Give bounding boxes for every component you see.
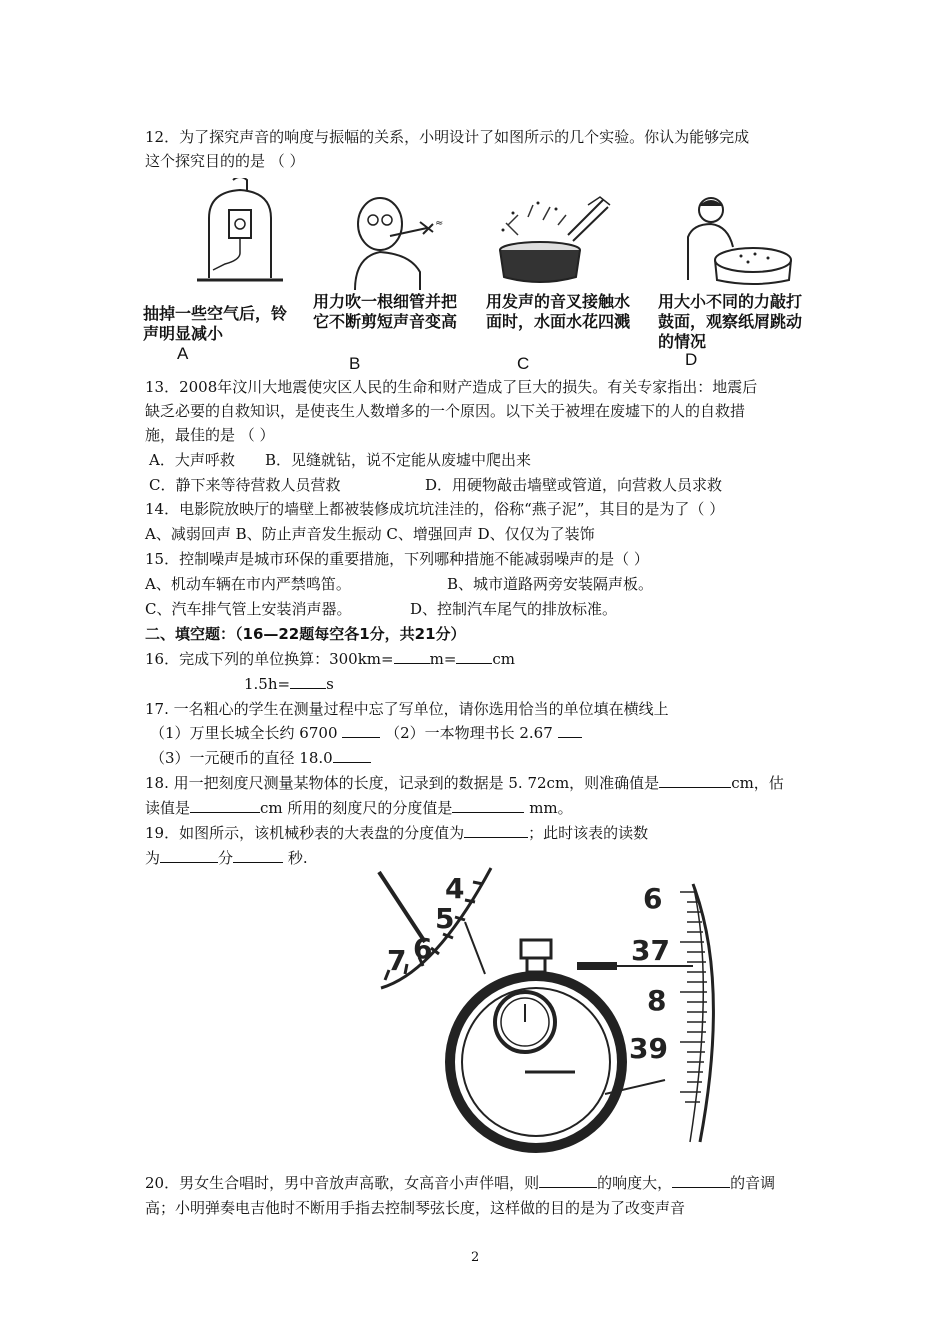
q17-blank-2[interactable] xyxy=(558,723,582,738)
q16-blank-cm[interactable] xyxy=(456,649,492,664)
stopwatch-figure xyxy=(375,862,735,1162)
q15-option-a: A、机动车辆在市内严禁鸣笛。 xyxy=(145,575,351,593)
q13-option-b: B．见缝就钻，说不定能从废墟中爬出来 xyxy=(265,451,532,469)
q14-line2: A、减弱回声 B、防止声音发生振动 C、增强回声 D、仅仅为了装饰 xyxy=(145,525,595,543)
big-dial-6: 6 xyxy=(643,882,663,915)
q17-line3: （3）一元硬币的直径 18.0 xyxy=(150,747,371,769)
option-d-letter: D xyxy=(685,350,698,369)
q16-line2: 1.5h= s xyxy=(244,675,334,693)
q18-blank-division[interactable] xyxy=(452,798,524,813)
big-dial-39: 39 xyxy=(629,1032,668,1065)
small-dial-5: 5 xyxy=(435,902,455,935)
q17-line1: 17. 一名粗心的学生在测量过程中忘了写单位，请你选用恰当的单位填在横线上 xyxy=(145,700,669,718)
q19-blank-division[interactable] xyxy=(464,823,528,838)
small-dial-7: 7 xyxy=(387,944,407,977)
q13-line1: 13．2008年汶川大地震使灾区人民的生命和财产造成了巨大的损失。有关专家指出：地震后 xyxy=(145,378,758,396)
tuning-fork-water-illustration xyxy=(488,195,618,285)
page-number: 2 xyxy=(471,1250,480,1265)
q15-option-b: B、城市道路两旁安装隔声板。 xyxy=(447,575,654,593)
section-2-heading: 二、填空题：（16—22题每空各1分，共21分） xyxy=(145,625,466,643)
q15-option-d: D、控制汽车尾气的排放标准。 xyxy=(410,600,618,618)
q13-option-d: D．用硬物敲击墙壁或管道，向营救人员求救 xyxy=(425,476,723,494)
option-b-letter: B xyxy=(349,354,361,373)
q19-blank-sec[interactable] xyxy=(233,848,283,863)
q14-line1: 14．电影院放映厅的墙壁上都被装修成坑坑洼洼的，俗称“燕子泥”，其目的是为了（ ） xyxy=(145,500,725,518)
q17-blank-1[interactable] xyxy=(342,723,380,738)
q13-line2: 缺乏必要的自救知识，是使丧生人数增多的一个原因。以下关于被埋在废墟下的人的自救措 xyxy=(145,402,746,420)
q20-line1: 20．男女生合唱时，男中音放声高歌，女高音小声伴唱，则 的响度大， 的音调 xyxy=(145,1174,776,1192)
q13-line3: 施，最佳的是 （ ） xyxy=(145,426,275,444)
bell-jar-illustration xyxy=(195,178,285,288)
q13-option-c: C．静下来等待营救人员营救 xyxy=(149,476,341,494)
option-c-caption: 用发声的音叉接触水面时，水面水花四溅 xyxy=(486,292,631,331)
q19-line1: 19．如图所示，该机械秒表的大表盘的分度值为 ；此时该表的读数 xyxy=(145,824,649,842)
q19-blank-min[interactable] xyxy=(160,848,218,863)
q18-blank-exact[interactable] xyxy=(659,773,731,788)
q12-line2: 这个探究目的的是 （ ） xyxy=(145,152,305,170)
q16-blank-m[interactable] xyxy=(394,649,430,664)
q12-line1: 12．为了探究声音的响度与振幅的关系，小明设计了如图所示的几个实验。你认为能够完成 xyxy=(145,128,750,146)
big-dial-37: 37 xyxy=(631,934,670,967)
q18-line2: 读值是 cm 所用的刻度尺的分度值是 mm。 xyxy=(145,799,573,817)
q16-blank-s[interactable] xyxy=(290,674,326,689)
option-b-caption: 用力吹一根细管并把它不断剪短声音变高 xyxy=(313,292,458,331)
big-dial-8: 8 xyxy=(647,984,667,1017)
option-c-letter: C xyxy=(517,354,530,373)
small-dial-4: 4 xyxy=(445,872,465,905)
q15-line1: 15．控制噪声是城市环保的重要措施，下列哪种措施不能减弱噪声的是（ ） xyxy=(145,550,649,568)
q17-blank-3[interactable] xyxy=(333,748,371,763)
q15-option-c: C、汽车排气管上安装消声器。 xyxy=(145,600,352,618)
drum-illustration xyxy=(673,192,793,287)
q19-line2: 为 分 秒. xyxy=(145,849,308,867)
svg-text:≈: ≈ xyxy=(435,218,444,229)
blowing-tube-illustration xyxy=(335,192,455,292)
q16-line1: 16．完成下列的单位换算：300km= m= cm xyxy=(145,650,516,668)
q18-blank-estimate[interactable] xyxy=(190,798,260,813)
q20-line2: 高；小明弹奏电吉他时不断用手指去控制琴弦长度，这样做的目的是为了改变声音 xyxy=(145,1199,686,1217)
q20-blank-loudness[interactable] xyxy=(539,1173,597,1188)
q18-line1: 18. 用一把刻度尺测量某物体的长度，记录到的数据是 5. 72cm，则准确值是 cm，估 xyxy=(145,774,784,792)
q20-blank-pitch[interactable] xyxy=(672,1173,730,1188)
q13-option-a: A．大声呼救 xyxy=(149,451,235,469)
option-a-caption: 抽掉一些空气后，铃声明显减小 xyxy=(143,304,288,343)
option-a-letter: A xyxy=(177,344,189,363)
option-d-caption: 用大小不同的力敲打鼓面，观察纸屑跳动的情况 xyxy=(658,292,803,351)
q17-line2: （1）万里长城全长约 6700 （2）一本物理书长 2.67 xyxy=(150,722,582,744)
small-dial-6: 6 xyxy=(413,932,433,965)
